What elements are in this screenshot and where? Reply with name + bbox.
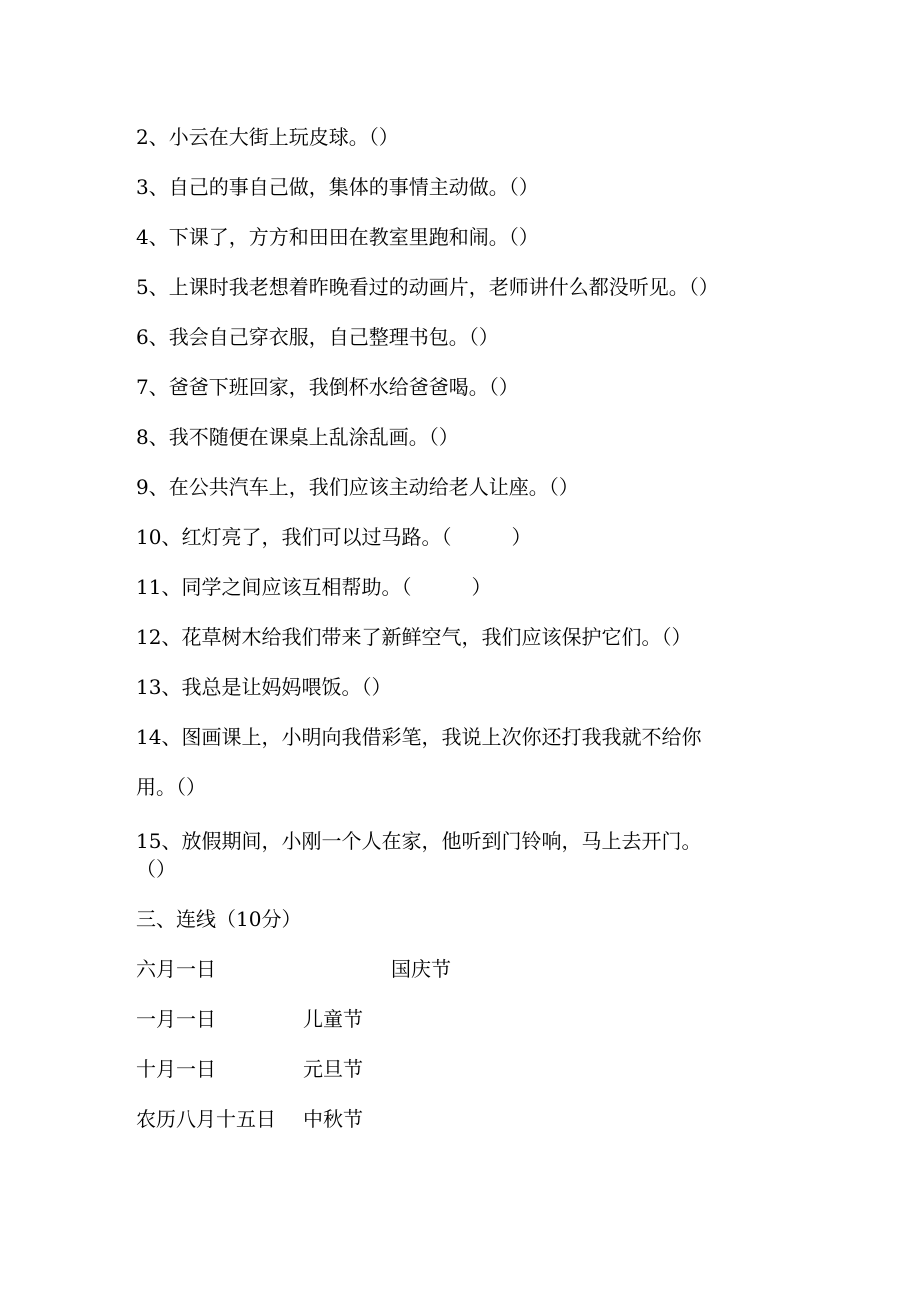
section-title: 三、连线（10分） [136, 907, 302, 931]
question-5: 5、上课时我老想着昨晚看过的动画片，老师讲什么都没听见。（） [136, 275, 719, 299]
question-13: 13、我总是让妈妈喂饭。（） [136, 675, 392, 699]
question-14-line-1: 14、图画课上，小明向我借彩笔，我说上次你还打我我就不给你 [136, 725, 702, 749]
matching-date: 农历八月十五日 [136, 1107, 276, 1131]
question-3: 3、自己的事自己做，集体的事情主动做。（） [136, 175, 539, 199]
question-4: 4、下课了，方方和田田在教室里跑和闹。（） [136, 225, 539, 249]
question-15-line-2: （） [136, 857, 176, 881]
matching-row [136, 1106, 636, 1132]
question-14-line-2: 用。（） [136, 775, 206, 799]
matching-row [136, 1056, 636, 1082]
question-8: 8、我不随便在课桌上乱涂乱画。（） [136, 425, 459, 449]
question-15-line-1: 15、放假期间，小刚一个人在家，他听到门铃响，马上去开门。 [136, 829, 702, 853]
matching-holiday: 元旦节 [303, 1057, 363, 1081]
question-2: 2、小云在大街上玩皮球。（） [136, 125, 399, 149]
matching-row [136, 1006, 636, 1032]
question-10: 10、红灯亮了，我们可以过马路。（ ） [136, 525, 532, 549]
matching-holiday: 中秋节 [303, 1107, 363, 1131]
question-9: 9、在公共汽车上，我们应该主动给老人让座。（） [136, 475, 579, 499]
question-11: 11、同学之间应该互相帮助。（ ） [136, 575, 492, 599]
question-6: 6、我会自己穿衣服，自己整理书包。（） [136, 325, 499, 349]
question-7: 7、爸爸下班回家，我倒杯水给爸爸喝。（） [136, 375, 519, 399]
matching-holiday: 国庆节 [391, 957, 451, 981]
matching-date: 六月一日 [136, 957, 216, 981]
matching-holiday: 儿童节 [303, 1007, 363, 1031]
matching-date: 一月一日 [136, 1007, 216, 1031]
question-12: 12、花草树木给我们带来了新鲜空气，我们应该保护它们。（） [136, 625, 692, 649]
matching-row [136, 956, 636, 982]
matching-date: 十月一日 [136, 1057, 216, 1081]
